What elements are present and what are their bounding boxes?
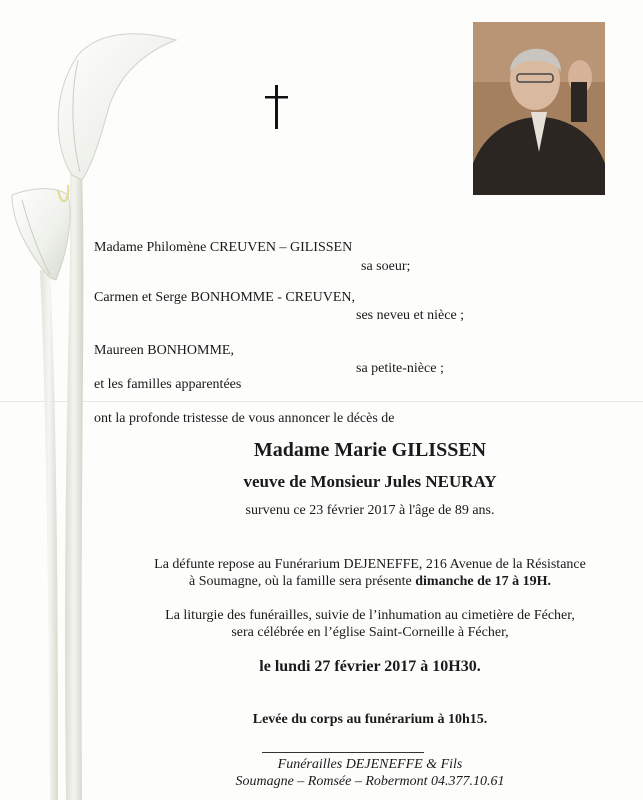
levee-line: Levée du corps au funérarium à 10h15. [252,712,488,727]
funeral-line-1: La liturgie des funérailles, suivie de l’inhumation au cimetière de Fécher, [165,608,575,623]
cross-icon [262,85,292,129]
relative-relation: sa soeur; [361,259,411,274]
relative-name: Carmen et Serge BONHOMME - CREUVEN, [94,290,356,305]
footer-rule [262,752,424,753]
relative-relation: ses neveu et nièce ; [356,308,465,323]
calla-lily-illustration [0,0,190,800]
funeral-home-name: Funérailles DEJENEFFE & Fils [277,757,463,772]
portrait-photo [473,22,605,195]
visitation-line-2 [150,574,590,590]
funeral-line-2: sera célébrée en l’église Saint-Corneille à Fécher, [231,625,509,640]
funeral-home-address: Soumagne – Romsée – Robermont 04.377.10.61 [235,774,505,789]
relative-name: Madame Philomène CREUVEN – GILISSEN [94,240,353,255]
funeral-date: le lundi 27 février 2017 à 10H30. [259,658,481,675]
relative-relation: sa petite-nièce ; [356,361,444,376]
death-date-line: survenu ce 23 février 2017 à l'âge de 89 ans. [245,503,495,518]
widow-of-line: veuve de Monsieur Jules NEURAY [243,472,497,491]
announcement-text: ont la profonde tristesse de vous annoncer le décès de [94,411,395,426]
families-line: et les familles apparentées [94,377,242,392]
visitation-line-1: La défunte repose au Funérarium DEJENEFFE, 216 Avenue de la Résistance [154,557,586,572]
visitation-text: à Soumagne, où la famille sera présente [189,574,416,589]
deceased-name: Madame Marie GILISSEN [253,439,487,461]
visitation-hours: dimanche de 17 à 19H. [415,574,551,589]
relative-name: Maureen BONHOMME, [94,343,234,358]
